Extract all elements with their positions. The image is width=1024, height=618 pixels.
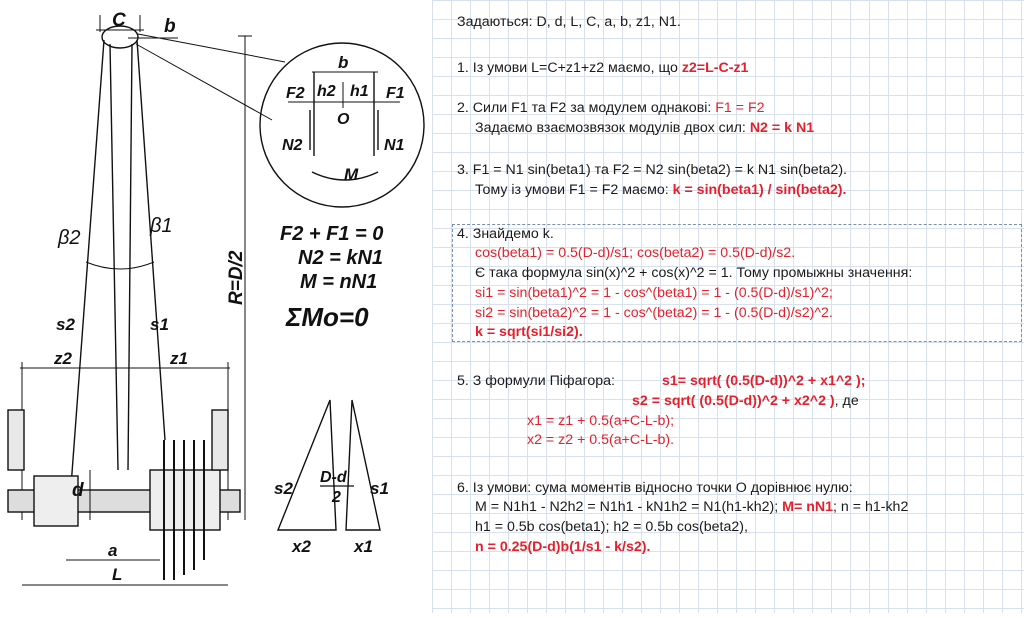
- step4-line1: 4. Знайдемо k.: [457, 226, 554, 242]
- inset-O: O: [337, 111, 350, 128]
- given-line: Задаються: D, d, L, C, a, b, z1, N1.: [457, 14, 681, 30]
- step6-line4: n = 0.25(D-d)b(1/s1 - k/s2).: [475, 539, 651, 555]
- step5-x2: x2 = z2 + 0.5(a+C-L-b).: [527, 432, 675, 448]
- label-L: L: [112, 565, 123, 584]
- step6-line2: M = N1h1 - N2h2 = N1h1 - kN1h2 = N1(h1-kh2); M= nN1; n = h1-kh2: [475, 499, 909, 515]
- inset-h1: h1: [350, 83, 369, 100]
- step2-line2: Задаємо взаємозвязок модулів двох сил: N2 = k N1: [475, 120, 815, 136]
- inset-M: M: [344, 165, 359, 184]
- label-a: a: [108, 541, 118, 560]
- step5-s1: s1= sqrt( (0.5(D-d))^2 + x1^2 );: [662, 373, 866, 389]
- label-b-top: b: [164, 16, 176, 37]
- mechanics-drawing: [0, 0, 432, 613]
- inset-N1: N1: [384, 137, 405, 154]
- eq-forces: F2 + F1 = 0: [280, 223, 384, 245]
- step6-line3: h1 = 0.5b cos(beta1); h2 = 0.5b cos(beta2),: [475, 519, 748, 535]
- step4-line2: cos(beta1) = 0.5(D-d)/s1; cos(beta2) = 0.5(D-d)/s2.: [475, 245, 796, 261]
- step5-line2: s2 = sqrt( (0.5(D-d))^2 + x2^2 ), де: [632, 393, 859, 409]
- step4-line4: si1 = sin(beta1)^2 = 1 - cos^(beta1) = 1 - (0.5(D-d)/s1)^2;: [475, 285, 833, 301]
- label-beta2: β2: [58, 227, 81, 249]
- tri-num: D-d: [320, 469, 347, 486]
- step3-line1: 3. F1 = N1 sin(beta1) та F2 = N2 sin(beta2) = k N1 sin(beta2).: [457, 162, 847, 178]
- step4-line6: k = sqrt(si1/si2).: [475, 324, 583, 340]
- label-s1: s1: [150, 315, 169, 334]
- drawing-svg: [0, 0, 432, 613]
- inset-h2: h2: [317, 83, 336, 100]
- eq-N2: N2 = kN1: [298, 247, 384, 269]
- step3-line2: Тому із умови F1 = F2 маємо: k = sin(beta1) / sin(beta2).: [475, 182, 847, 198]
- tri-s1: s1: [370, 479, 389, 498]
- tri-x2: x2: [292, 537, 311, 556]
- inset-b: b: [338, 53, 349, 72]
- label-R: R=D/2: [226, 250, 247, 305]
- step2-line1: 2. Сили F1 та F2 за модулем однакові: F1 = F2: [457, 100, 765, 116]
- eq-moments: ΣMo=0: [286, 302, 369, 332]
- tri-s2: s2: [274, 479, 293, 498]
- inset-F2: F2: [286, 85, 305, 102]
- step5-x1: x1 = z1 + 0.5(a+C-L-b);: [527, 413, 675, 429]
- step4-line3: Є така формула sin(x)^2 + cos(x)^2 = 1. Тому промыжны значення:: [475, 265, 913, 281]
- step6-line1: 6. Із умови: сума моментів відносно точки O дорівнює нулю:: [457, 480, 853, 496]
- inset-N2: N2: [282, 137, 303, 154]
- inset-F1: F1: [386, 85, 405, 102]
- label-d: d: [72, 480, 84, 501]
- step5-line1: 5. З формули Піфагора:: [457, 373, 615, 389]
- label-z1: z1: [170, 349, 188, 368]
- step4-line5: si2 = sin(beta2)^2 = 1 - cos^(beta2) = 1 - (0.5(D-d)/s2)^2.: [475, 305, 833, 321]
- tri-x1: x1: [354, 537, 373, 556]
- label-C: C: [112, 10, 126, 31]
- label-s2: s2: [56, 315, 75, 334]
- eq-M: M = nN1: [300, 271, 378, 293]
- label-beta1: β1: [150, 215, 173, 237]
- tri-den: 2: [332, 489, 341, 506]
- label-z2: z2: [54, 349, 72, 368]
- step1: 1. Із умови L=C+z1+z2 маємо, що z2=L-C-z1: [457, 60, 749, 76]
